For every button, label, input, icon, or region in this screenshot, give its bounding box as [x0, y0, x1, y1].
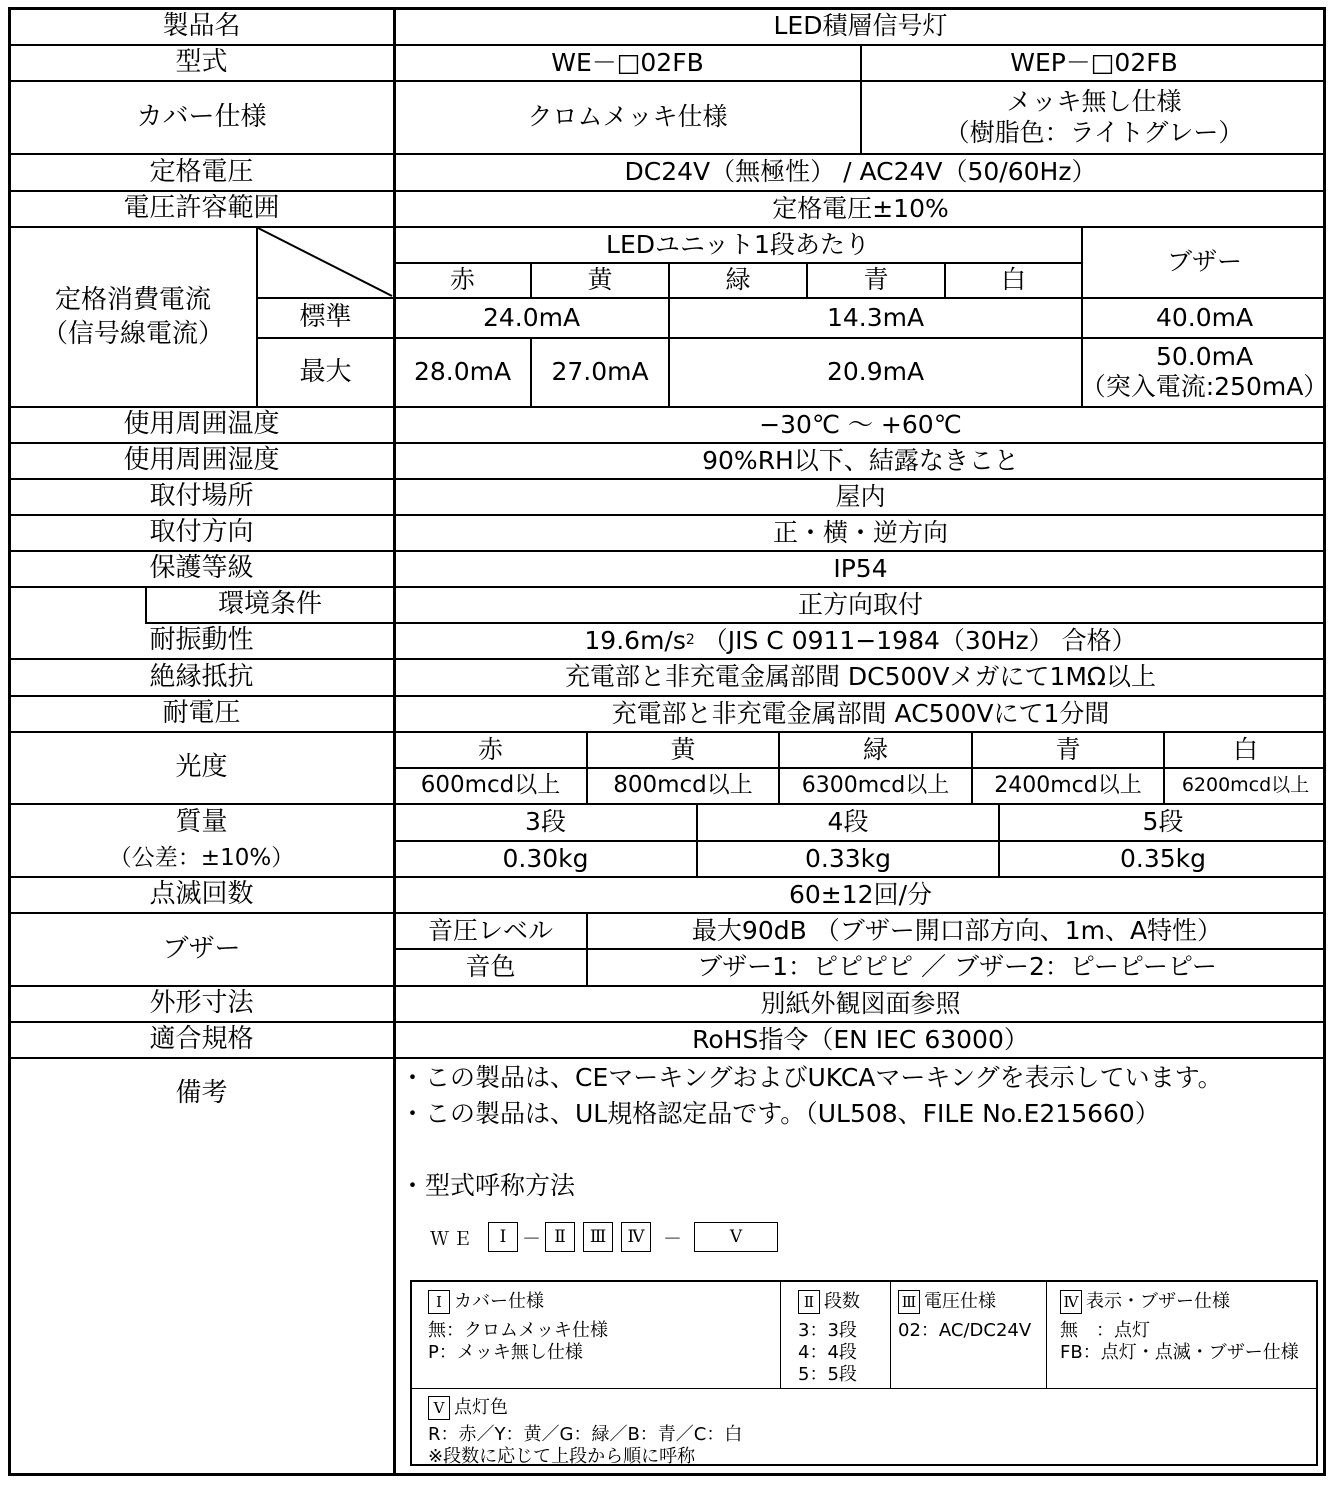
naming-box-3: Ⅲ [583, 1222, 613, 1252]
withstand-value: 充電部と非充電金属部間 AC500Vにて1分間 [611, 698, 1110, 728]
humidity-value: 90%RH以下、結露なきこと [702, 445, 1019, 475]
environment-value: 正方向取付 [797, 589, 923, 619]
buzzer-tone-value: ブザー1：ピピピピ ／ ブザー2：ピーピーピー [697, 952, 1217, 982]
current-label: 定格消費電流 （信号線電流） [41, 284, 224, 349]
naming-box-5: Ⅴ [694, 1222, 778, 1252]
naming-box-2: Ⅱ [545, 1222, 575, 1252]
legend-color: Ⅴ 点灯色 R：赤／Y：黄／G：緑／B：青／C：白 ※段数に応じて上段から順に呼称 [428, 1397, 743, 1467]
temperature-value: −30℃ ～ +60℃ [759, 409, 962, 439]
remarks-line-ul: ・この製品は、UL規格認定品です。（UL508、FILE No.E215660） [400, 1099, 1160, 1128]
direction-value: 正・横・逆方向 [772, 517, 948, 547]
standard-label: 適合規格 [149, 1024, 254, 1055]
vibration-value: 19.6m/s 2 （JIS C 0911−1984（30Hz） 合格） [584, 625, 1137, 655]
luminosity-label: 光度 [175, 752, 228, 783]
mass-tier-5: 5段 [1142, 807, 1184, 837]
insulation-label: 絶縁抵抗 [149, 661, 254, 692]
vibration-label: 耐振動性 [149, 625, 254, 656]
naming-legend [410, 1280, 1318, 1466]
current-max-red: 28.0mA [413, 357, 512, 387]
voltage-range-value: 定格電圧±10% [772, 193, 949, 223]
buzzer-level-value: 最大90dB （ブザー開口部方向、1m、A特性） [691, 915, 1223, 945]
luminosity-color-red: 赤 [477, 734, 503, 764]
buzzer-label: ブザー [162, 933, 241, 964]
model-label: 型式 [175, 47, 228, 78]
current-max-yellow: 27.0mA [551, 357, 649, 387]
mass-label: 質量 [175, 806, 228, 837]
dimensions-value: 別紙外観図面参照 [760, 988, 961, 1018]
mass-value-4: 0.33kg [804, 843, 891, 873]
current-buzzer-header: ブザー [1166, 247, 1242, 277]
luminosity-value-yellow: 800mcd以上 [613, 772, 753, 799]
current-color-yellow: 黄 [587, 265, 613, 295]
voltage-value: DC24V（無極性） / AC24V（50/60Hz） [624, 157, 1097, 187]
mass-tier-4: 4段 [827, 807, 869, 837]
luminosity-value-blue: 2400mcd以上 [994, 772, 1142, 798]
current-color-green: 緑 [725, 265, 751, 295]
luminosity-color-blue: 青 [1055, 734, 1081, 764]
location-label: 取付場所 [149, 481, 254, 512]
withstand-label: 耐電圧 [162, 698, 241, 729]
luminosity-color-green: 緑 [862, 734, 888, 764]
luminosity-color-yellow: 黄 [670, 734, 696, 764]
naming-box-4: Ⅳ [621, 1222, 651, 1252]
remarks-text [400, 1060, 1223, 1204]
model-value-we: WE－□02FB [551, 47, 704, 77]
mass-value-3: 0.30kg [502, 843, 589, 873]
remarks-label: 備考 [175, 1077, 228, 1108]
blink-label: 点滅回数 [149, 879, 254, 910]
legend-tiers: Ⅱ 段数 3：3段 4：4段 5：5段 [798, 1291, 860, 1385]
buzzer-tone-label: 音色 [465, 952, 516, 982]
legend-voltage: Ⅲ 電圧仕様 02：AC/DC24V [898, 1291, 1032, 1341]
standard-value: RoHS指令（EN IEC 63000） [692, 1024, 1029, 1054]
luminosity-value-red: 600mcd以上 [420, 772, 561, 799]
current-max-buzzer: 50.0mA （突入電流:250mA） [1080, 342, 1329, 401]
environment-label: 環境条件 [217, 589, 322, 620]
cover-label: カバー仕様 [136, 101, 267, 132]
remarks-line-naming: ・型式呼称方法 [400, 1171, 576, 1200]
location-value: 屋内 [835, 481, 886, 511]
current-max-label: 最大 [299, 356, 352, 387]
voltage-label: 定格電圧 [149, 156, 254, 187]
direction-label: 取付方向 [149, 517, 254, 548]
blink-value: 60±12回/分 [789, 879, 932, 909]
current-unit-header: LEDユニット1段あたり [606, 229, 870, 259]
current-max-gbw: 20.9mA [826, 357, 925, 387]
current-std-gbw: 14.3mA [826, 302, 925, 332]
mass-tier-3: 3段 [525, 807, 566, 837]
temperature-label: 使用周囲温度 [123, 409, 280, 440]
current-std-label: 標準 [299, 302, 352, 333]
cover-value-chrome: クロムメッキ仕様 [527, 102, 728, 132]
current-color-blue: 青 [863, 265, 889, 295]
humidity-label: 使用周囲湿度 [123, 445, 280, 476]
remarks-line-ce: ・この製品は、CEマーキングおよびUKCAマーキングを表示しています。 [400, 1063, 1223, 1092]
protection-value: IP54 [833, 553, 888, 583]
naming-box-1: Ⅰ [488, 1222, 518, 1252]
product-value: LED積層信号灯 [773, 11, 948, 41]
mass-tolerance: （公差：±10%） [108, 845, 295, 872]
diagonal-corner [256, 226, 394, 298]
buzzer-level-label: 音圧レベル [427, 915, 553, 945]
luminosity-color-white: 白 [1232, 734, 1258, 764]
legend-cover: Ⅰ カバー仕様 無：クロムメッキ仕様 P：メッキ無し仕様 [428, 1291, 608, 1363]
current-std-buzzer: 40.0mA [1155, 302, 1254, 332]
legend-display: Ⅳ 表示・ブザー仕様 無 ：点灯 FB：点灯・点滅・ブザー仕様 [1060, 1291, 1299, 1363]
product-label: 製品名 [162, 10, 241, 41]
current-color-white: 白 [1000, 265, 1026, 295]
cover-value-resin: メッキ無し仕様 （樹脂色：ライトグレー） [944, 86, 1244, 147]
voltage-range-label: 電圧許容範囲 [123, 193, 280, 224]
current-color-red: 赤 [449, 265, 475, 295]
luminosity-value-green: 6300mcd以上 [801, 772, 950, 798]
dimensions-label: 外形寸法 [149, 988, 254, 1019]
insulation-value: 充電部と非充電金属部間 DC500Vメガにて1MΩ以上 [564, 662, 1157, 692]
model-value-wep: WEP－□02FB [1010, 47, 1178, 77]
current-std-red-yellow: 24.0mA [482, 302, 581, 332]
protection-label: 保護等級 [149, 553, 254, 584]
luminosity-value-white: 6200mcd以上 [1181, 773, 1310, 796]
mass-value-5: 0.35kg [1119, 843, 1206, 873]
naming-scheme: ＷＥ Ⅰ － Ⅱ Ⅲ Ⅳ － Ⅴ [430, 1222, 778, 1252]
